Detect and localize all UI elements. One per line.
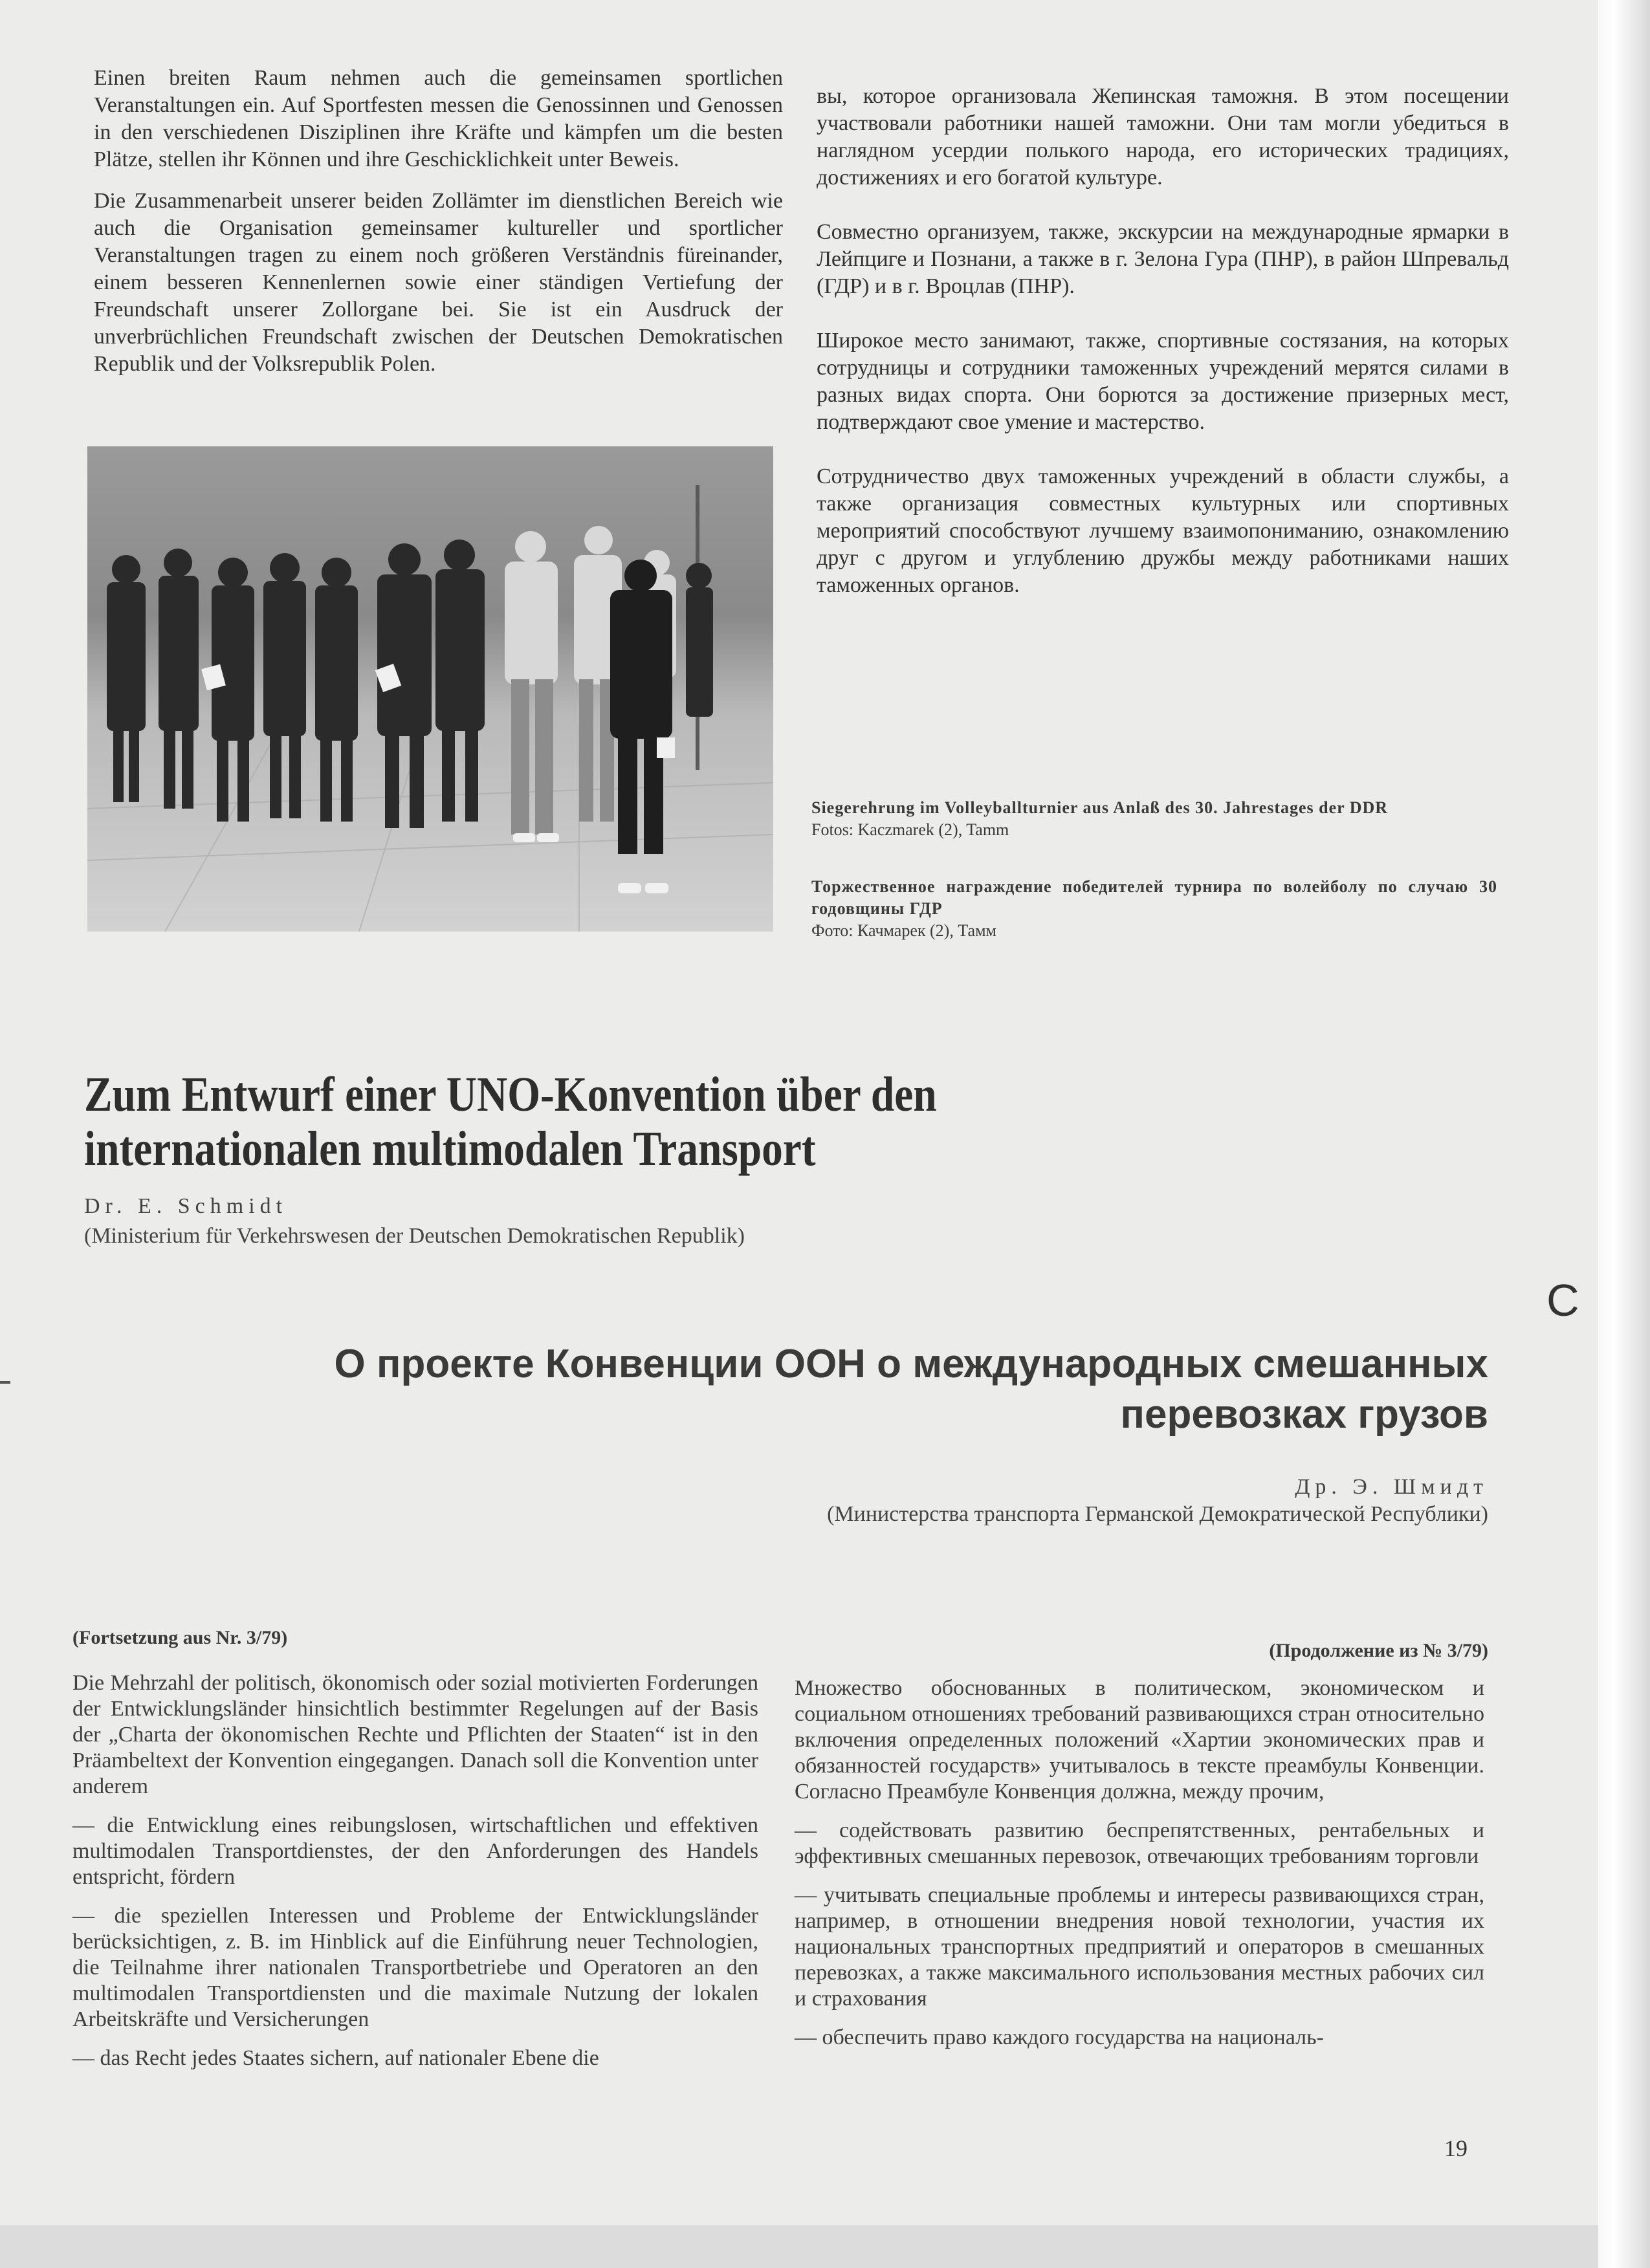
paragraph: Die Zusammenarbeit unserer beiden Zollämter im dienstlichen Bereich wie auch die Organisation gemeinsamer kultureller und sportlicher Veranstaltungen tragen zu einem noch größeren Verständnis füreinander, einem besseren Kennenlernen sowie einer ständigen Vertiefung der Freundschaft unserer Zollorgane bei. Sie ist ein Ausdruck der unverbrüchlichen Freundschaft zwischen der Deutschen Demokratischen Republik und der Volksrepublik Polen. [94,189,783,376]
article-title-russian: О проекте Конвенции ООН о международных смешанных перевозках грузов [334,1342,1488,1437]
list-item: — содействовать развитию беспрепятственных, рентабельных и эффективных смешанных перевозок, отвечающих требованиям торговли [795,1818,1484,1868]
photo-caption-russian [811,876,1497,942]
list-item: — обеспечить право каждого государства на националь- [795,2025,1324,2049]
article-title-german: Zum Entwurf einer UNO-Konvention über den internationalen multimodalen Transport [84,1067,937,1176]
list-item: — die speziellen Interessen und Probleme der Entwicklungsländer berücksichtigen, z. B. im Hinblick auf die Einführung neuer Technologien, die Teilnahme ihrer nationalen Transportbetriebe und Operatoren an den multimodalen Transportdiensten und die maximale Nutzung der lokalen Arbeitskräfte und Versicherungen [72,1904,758,2031]
paragraph: Множество обоснованных в политическом, экономическом и социальном отношениях требований развивающихся стран относительно включения определенных положений «Хартии экономических прав и обязанностей государств» учитывалось в тексте преамбулы Конвенции. Согласно Преамбуле Конвенция должна, между прочим, [795,1676,1484,1804]
russian-column-bottom [795,1675,1484,2064]
list-item: — die Entwicklung eines reibungslosen, wirtschaftlichen und effektiven multimodalen Transportdienstes, der den Anforderungen des Handels entspricht, fördern [72,1813,758,1889]
page-number: 19 [1444,2135,1468,2161]
paragraph: Einen breiten Raum nehmen auch die gemeinsamen sportlichen Veranstaltungen ein. Auf Sportfesten messen die Genossinnen und Genossen in den verschiedenen Disziplinen ihre Kräfte und kämpfen um die besten Plätze, stellen ihr Können und ihre Geschicklichkeit unter Beweis. [94,66,783,171]
list-item: — das Recht jedes Staates sichern, auf nationaler Ebene die [72,2046,599,2070]
paragraph: Сотрудничество двух таможенных учреждений в области службы, а также организация совместных культурных или спортивных мероприятий способствуют лучшему взаимопониманию, ознакомлению друг с другом и углублению дружбы между работниками наших таможенных органов. [817,464,1509,597]
paragraph: Совместно организуем, также, экскурсии на международные ярмарки в Лейпциге и Познани, а также в г. Зелона Гура (ПНР), в район Шпревальд (ГДР) и в г. Вроцлав (ПНР). [817,220,1509,298]
author-german: Dr. E. Schmidt [84,1194,288,1218]
continuation-note-german: (Fortsetzung aus Nr. 3/79) [72,1627,288,1648]
photo-caption-german [811,797,1497,841]
caption-text: Торжественное награждение победителей турнира по волейболу по случаю 30 годовщины ГДР [811,877,1497,918]
affiliation-german: (Ministerium für Verkehrswesen der Deutschen Demokratischen Republik) [84,1224,745,1248]
german-column-bottom [72,1670,758,2084]
margin-mark: C [1546,1275,1579,1325]
page-edge [1598,0,1650,2268]
margin-tick [0,1381,10,1384]
award-ceremony-photo [87,446,773,932]
caption-text: Siegerehrung im Volleyballturnier aus Anlaß des 30. Jahrestages der DDR [811,798,1389,817]
paragraph: Die Mehrzahl der politisch, ökonomisch oder sozial motivierten Forderungen der Entwicklungsländer hinsichtlich bestimmter Regelungen auf der Basis der „Charta der ökonomischen Rechte und Pflichten der Staaten“ ist in den Präambeltext der Konvention eingegangen. Danach soll die Konvention unter anderem [72,1671,758,1798]
paragraph: Широкое место занимают, также, спортивные состязания, на которых сотрудницы и сотрудники таможенных учреждений мерятся силами в разных видах спорта. Они борются за достижение призерных мест, подтверждают свое умение и мастерство. [817,329,1509,434]
affiliation-russian: (Министерства транспорта Германской Демократической Республики) [827,1502,1488,1526]
russian-column-top [817,83,1509,626]
german-column-top [94,65,783,392]
caption-credit: Фото: Качмарек (2), Тамм [811,921,996,940]
paragraph: вы, которое организовала Жепинская таможня. В этом посещении участвовали работники нашей таможни. Они там могли убедиться в наглядном усердии полького народа, его исторических традициях, достижениях и его богатой культуре. [817,84,1509,190]
continuation-note-russian: (Продолжение из № 3/79) [1269,1640,1488,1661]
list-item: — учитывать специальные проблемы и интересы развивающихся стран, например, в отношении внедрения новой технологии, участия их национальных транспортных предприятий и операторов в смешанных перевозках, а также максимального использования местных рабочих сил и страхования [795,1883,1484,2011]
author-russian: Др. Э. Шмидт [1295,1475,1488,1499]
caption-credit: Fotos: Kaczmarek (2), Tamm [811,820,1009,839]
